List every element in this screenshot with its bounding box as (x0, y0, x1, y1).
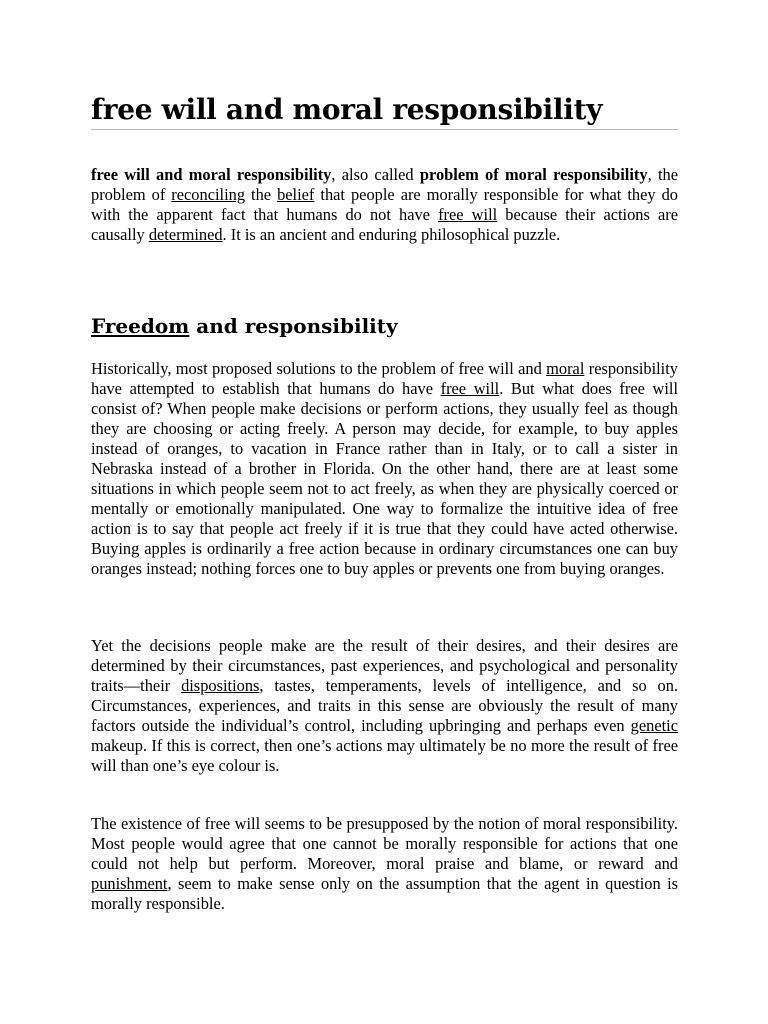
intro-paragraph: free will and moral responsibility, also called problem of moral responsibility, the problem of reconciling the belief that people are morally responsible for what they do with the apparent fact that humans do not have free will because their actions are causally determined. It is an ancient and enduring philosophical puzzle. (91, 165, 679, 244)
section-heading: Freedom and responsibility (91, 314, 398, 338)
paragraph-3: The existence of free will seems to be presupposed by the notion of moral responsibility. Most people would agree that one cannot be morally responsible for actions that one could not help but perform. Moreover, moral praise and blame, or reward and punishment, seem to make sense only on the assumption that the agent in question is morally responsible. (91, 814, 678, 913)
link-dispositions[interactable]: dispositions (181, 676, 260, 695)
paragraph-1: Historically, most proposed solutions to the problem of free will and moral responsibility have attempted to establish that humans do have free will. But what does free will consist of? When people make decisions or perform actions, they usually feel as though they are choosing or acting freely. A person may decide, for example, to buy apples instead of oranges, to vacation in France rather than in Italy, or to call a sister in Nebraska instead of a brother in Florida. On the other hand, there are at least some situations in which people seem not to act freely, as when they are physically coerced or mentally or emotionally manipulated. One way to formalize the intuitive idea of free action is to say that people act freely if it is true that they could have acted otherwise. Buying apples is ordinarily a free action because in ordinary circumstances one can buy oranges instead; nothing forces one to buy apples or prevents one from buying oranges. (91, 359, 678, 578)
link-genetic[interactable]: genetic (630, 716, 678, 735)
link-free-will-2[interactable]: free will (440, 379, 500, 398)
link-belief[interactable]: belief (277, 185, 315, 204)
title-divider (91, 129, 678, 130)
link-free-will[interactable]: free will (438, 205, 498, 224)
link-punishment[interactable]: punishment (91, 874, 168, 893)
link-reconciling[interactable]: reconciling (171, 185, 246, 204)
link-determined[interactable]: determined (148, 225, 223, 244)
term-problem-of-moral-responsibility: problem of moral responsibility (419, 165, 648, 184)
term-free-will-moral-responsibility: free will and moral responsibility (91, 165, 332, 184)
paragraph-2: Yet the decisions people make are the result of their desires, and their desires are determined by their circumstances, past experiences, and psychological and personality traits—their dispositions, tastes, temperaments, levels of intelligence, and so on. Circumstances, experiences, and traits in this sense are obviously the result of many factors outside the individual’s control, including upbringing and perhaps even genetic makeup. If this is correct, then one’s actions may ultimately be no more the result of free will than one’s eye colour is. (91, 636, 678, 775)
link-moral[interactable]: moral (546, 359, 585, 378)
link-freedom[interactable]: Freedom (91, 314, 190, 338)
page-title: free will and moral responsibility (91, 93, 603, 126)
